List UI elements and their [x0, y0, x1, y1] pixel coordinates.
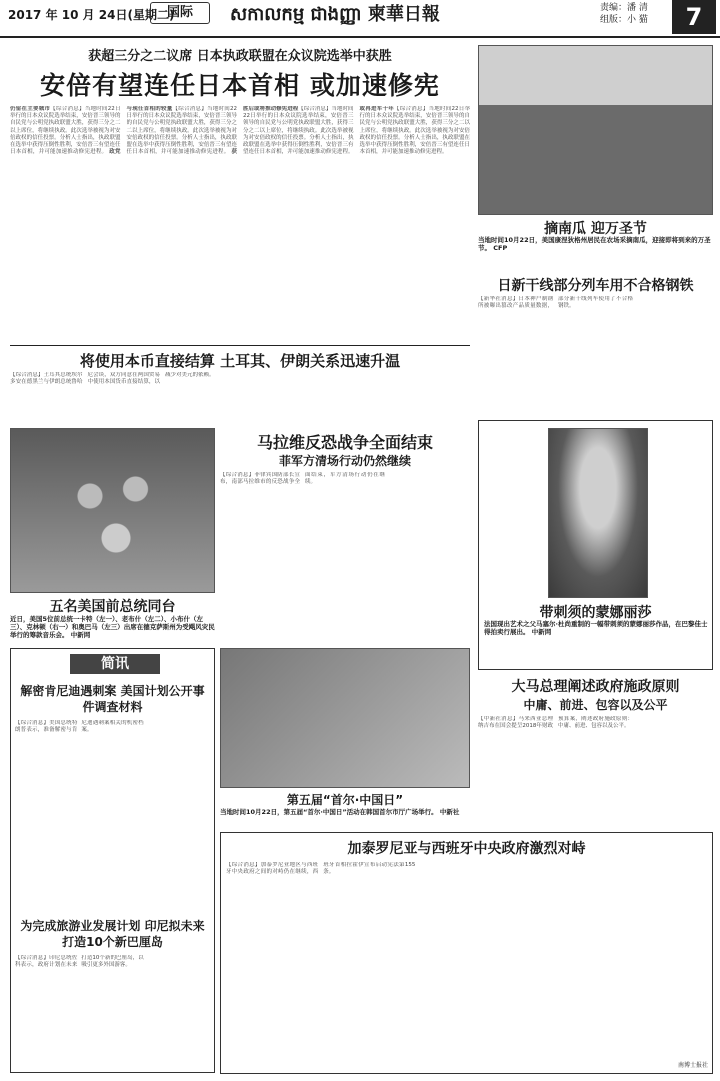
- figures-silhouette: [51, 454, 181, 593]
- story6-body: 【综合消息】加泰罗尼亚地区与西班牙中央政府之间的对峙仍在继续，西班牙首相拉霍伊宣布启动宪法第155条。: [226, 862, 416, 876]
- divider: [10, 345, 470, 346]
- photo1-caption: 近日，美国5位前总统一卡特（左一）、老布什（左二）、小布什（左三）、克林顿（右一）和奥巴马（左三）出席在德克萨斯州为受飓风灾民举行的筹款音乐会。 中新网: [10, 615, 215, 639]
- presidents-photo: [10, 428, 215, 593]
- story2-body: 【综合消息】土耳其总统埃尔多安在德黑兰与伊朗总统鲁哈尼会谈，双方同意在两国贸易中使用本国货币直接结算，以减少对美元的依赖。: [10, 372, 215, 386]
- photo4-caption: 法国现出艺术之父马塞尔·杜尚重制的一幅带刺须的蒙娜丽莎作品，在巴黎佳士得拍卖行展出。 中新网: [484, 620, 708, 636]
- lead-subhead: 或再进军十年: [359, 106, 394, 112]
- brief2-headline: 为完成旅游业发展计划 印尼拟未来打造10个新巴厘岛: [20, 919, 205, 949]
- editor-credit: 责编：潘 清 组版：小 猫: [600, 3, 648, 25]
- lead-body: 仍留在主要城市【综合消息】当地时间22日举行的日本众议院选举结束，安倍晋三领导的自民党与公明党执政联盟大胜，获得三分之二以上席位，将继续执政。此次选举被视为对安倍政权的信任投票。分析人士指出，执政联盟在选举中获得压倒性胜利，安倍晋三有望连任日本首相，并可能加速推动修宪进程。 政党与现任首相的较量【综合消息】当地时间22日举行的日本众议院选举结束，安倍晋三领导的自民党与公明党执政联盟大胜，获得三分之二以上席位，将继续执政。此次选举被视为对安倍政权的信任投票。分析人士指出，执政联盟在选举中获得压倒性胜利，安倍晋三有望连任日本首相，并可能加速推动修宪进程。 获胜后或将推动修宪进程【综合消息】当地时间22日举行的日本众议院选举结束，安倍晋三领导的自民党与公明党执政联盟大胜，获得三分之二以上席位，将继续执政。此次选举被视为对安倍政权的信任投票。分析人士指出，执政联盟在选举中获得压倒性胜利，安倍晋三有望连任日本首相，并可能加速推动修宪进程。 或再进军十年【综合消息】当地时间22日举行的日本众议院选举结束，安倍晋三领导的自民党与公明党执政联盟大胜，获得三分之二以上席位，将继续执政。此次选举被视为对安倍政权的信任投票。分析人士指出，执政联盟在选举中获得压倒性胜利，安倍晋三有望连任日本首相，并可能加速推动修宪进程。: [10, 106, 470, 156]
- section-label: 国际: [150, 2, 210, 24]
- photo3-title: 摘南瓜 迎万圣节: [544, 221, 647, 237]
- story3-headline: 马拉维反恐战争全面结束: [256, 433, 433, 452]
- brief1-headline: 解密肯尼迪遇刺案 美国计划公开事件调查材料: [20, 684, 205, 714]
- newspaper-masthead: សកាលកម្ម ជាងញ្ញា 柬華日報: [230, 4, 440, 25]
- story5-body: 【中新社消息】马来西亚总理纳吉布在国会提呈2018年财政预算案，阐述政府施政原则：中庸、前进、包容以及公平。: [478, 716, 633, 730]
- story2-headline: 将使用本币直接结算 土耳其、伊朗关系迅速升温: [79, 352, 401, 370]
- story5-headline: 大马总理阐述政府施政原则: [511, 679, 680, 695]
- issue-date: 2017 年 10 月 24日(星期二): [8, 8, 175, 22]
- lead-kicker: 获超三分之二议席 日本执政联盟在众议院选举中获胜: [88, 49, 392, 64]
- photo3-caption: 当地时间10月22日，美国康涅狄格州居民在农场采摘南瓜，迎接即将到来的万圣节。 CFP: [478, 236, 711, 252]
- seoul-china-day-photo: [220, 648, 470, 788]
- page-number: 7: [672, 0, 716, 34]
- lead-headline: 安倍有望连任日本首相 或加速修宪: [40, 71, 440, 100]
- briefs-label: 简讯: [70, 654, 160, 674]
- story6-credit: 南博士报社: [677, 1062, 708, 1069]
- story4-headline: 日新干线部分列车用不合格钢铁: [497, 278, 694, 294]
- story5-subhead: 中庸、前进、包容以及公平: [523, 698, 668, 712]
- photo2-caption: 当地时间10月22日，第五届“首尔·中国日”活动在韩国首尔市厅广场举行。 中新社: [220, 808, 460, 816]
- story3-subhead: 菲军方清场行动仍然继续: [278, 454, 411, 468]
- lead-subhead: 仍留在主要城市: [10, 106, 51, 112]
- page-header: [0, 0, 720, 38]
- story4-body: 【新华社消息】日本神户制钢所被曝出篡改产品质量数据，部分新干线列车使用了不合格钢铁。: [478, 296, 633, 310]
- pumpkin-field-photo: [478, 45, 713, 215]
- brief1-body: 【综合消息】美国总统特朗普表示，准备解密与肯尼迪遇刺案相关的机密档案。: [15, 720, 144, 734]
- mona-lisa-photo: [548, 428, 648, 598]
- brief2-body: 【综合消息】印尼总统佐科表示，政府计划在未来打造10个新的巴厘岛，以吸引更多外国游客。: [15, 955, 144, 969]
- lead-subhead: 获胜后或将推动修宪进程: [231, 106, 299, 156]
- lead-subhead: 政党与现任首相的较量: [109, 106, 173, 156]
- photo1-title: 五名美国前总统同台: [49, 599, 176, 615]
- story6-headline: 加泰罗尼亚与西班牙中央政府激烈对峙: [347, 841, 586, 857]
- photo2-title: 第五届“首尔·中国日”: [286, 793, 404, 807]
- story3-body: 【综合消息】菲律宾国防部长宣布，南部马拉维市的反恐战争全面结束，军方清场行动仍在继续。: [220, 472, 385, 486]
- photo4-title: 带刺须的蒙娜丽莎: [539, 605, 652, 621]
